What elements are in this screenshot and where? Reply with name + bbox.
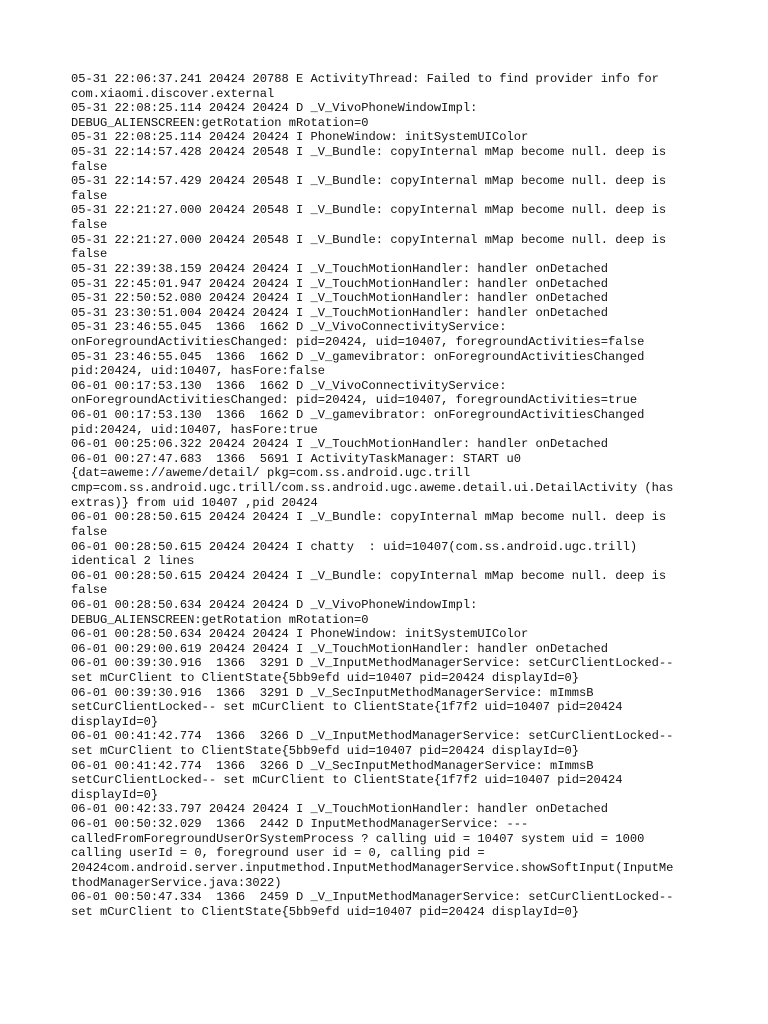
log-line: false: [71, 159, 108, 174]
log-line: com.xiaomi.discover.external: [71, 86, 275, 101]
log-line: extras)} from uid 10407 ,pid 20424: [71, 495, 318, 510]
log-line: 06-01 00:28:50.634 20424 20424 D _V_VivoPhoneWindowImpl:: [71, 597, 478, 612]
log-line: displayId=0}: [71, 787, 159, 802]
log-line: 05-31 22:08:25.114 20424 20424 D _V_VivoPhoneWindowImpl:: [71, 101, 478, 116]
log-line: cmp=com.ss.android.ugc.trill/com.ss.android.ugc.aweme.detail.ui.DetailActivity (has: [71, 481, 674, 496]
log-line: 05-31 23:46:55.045 1366 1662 D _V_VivoConnectivityService:: [71, 320, 507, 335]
log-line: set mCurClient to ClientState{5bb9efd uid=10407 pid=20424 displayId=0}: [71, 670, 580, 685]
log-line: 06-01 00:28:50.615 20424 20424 I _V_Bundle: copyInternal mMap become null. deep is: [71, 510, 667, 525]
log-line: 05-31 22:45:01.947 20424 20424 I _V_TouchMotionHandler: handler onDetached: [71, 276, 609, 291]
log-line: false: [71, 247, 108, 262]
log-line: 06-01 00:39:30.916 1366 3291 D _V_InputMethodManagerService: setCurClientLocked--: [71, 656, 674, 671]
log-line: calledFromForegroundUserOrSystemProcess ? calling uid = 10407 system uid = 1000: [71, 831, 645, 846]
log-line: 05-31 23:30:51.004 20424 20424 I _V_TouchMotionHandler: handler onDetached: [71, 305, 609, 320]
log-line: 06-01 00:28:50.634 20424 20424 I PhoneWindow: initSystemUIColor: [71, 627, 529, 642]
log-line: onForegroundActivitiesChanged: pid=20424, uid=10407, foregroundActivities=false: [71, 334, 645, 349]
log-line: 06-01 00:27:47.683 1366 5691 I ActivityTaskManager: START u0: [71, 451, 521, 466]
log-line: thodManagerService.java:3022): [71, 875, 282, 890]
log-text-block: [71, 72, 701, 919]
log-line: 06-01 00:42:33.797 20424 20424 I _V_TouchMotionHandler: handler onDetached: [71, 802, 609, 817]
log-line: set mCurClient to ClientState{5bb9efd uid=10407 pid=20424 displayId=0}: [71, 904, 580, 919]
log-line: 05-31 22:21:27.000 20424 20548 I _V_Bundle: copyInternal mMap become null. deep is: [71, 203, 667, 218]
log-line: 05-31 22:21:27.000 20424 20548 I _V_Bundle: copyInternal mMap become null. deep is: [71, 232, 667, 247]
log-line: 05-31 22:06:37.241 20424 20788 E ActivityThread: Failed to find provider info for: [71, 72, 659, 86]
log-line: 05-31 22:14:57.428 20424 20548 I _V_Bundle: copyInternal mMap become null. deep is: [71, 145, 667, 160]
log-line: 06-01 00:28:50.615 20424 20424 I chatty : uid=10407(com.ss.android.ugc.trill): [71, 539, 638, 554]
log-line: 06-01 00:39:30.916 1366 3291 D _V_SecInputMethodManagerService: mImmsB: [71, 685, 594, 700]
log-line: 05-31 22:50:52.080 20424 20424 I _V_TouchMotionHandler: handler onDetached: [71, 291, 609, 306]
log-line: 06-01 00:29:00.619 20424 20424 I _V_TouchMotionHandler: handler onDetached: [71, 641, 609, 656]
log-line: 05-31 23:46:55.045 1366 1662 D _V_gamevibrator: onForegroundActivitiesChanged: [71, 349, 645, 364]
log-line: setCurClientLocked-- set mCurClient to ClientState{1f7f2 uid=10407 pid=20424: [71, 700, 623, 715]
log-line: false: [71, 188, 108, 203]
log-line: 05-31 22:14:57.429 20424 20548 I _V_Bundle: copyInternal mMap become null. deep is: [71, 174, 667, 189]
log-line: 06-01 00:17:53.130 1366 1662 D _V_gamevibrator: onForegroundActivitiesChanged: [71, 408, 645, 423]
log-line: 20424com.android.server.inputmethod.InputMethodManagerService.showSoftInput(InputMe: [71, 860, 674, 875]
log-line: 05-31 22:39:38.159 20424 20424 I _V_TouchMotionHandler: handler onDetached: [71, 261, 609, 276]
log-line: setCurClientLocked-- set mCurClient to ClientState{1f7f2 uid=10407 pid=20424: [71, 773, 623, 788]
log-line: 06-01 00:50:47.334 1366 2459 D _V_InputMethodManagerService: setCurClientLocked--: [71, 890, 674, 905]
log-line: displayId=0}: [71, 714, 159, 729]
log-line: pid:20424, uid:10407, hasFore:false: [71, 364, 326, 379]
log-line: DEBUG_ALIENSCREEN:getRotation mRotation=0: [71, 612, 369, 627]
log-line: set mCurClient to ClientState{5bb9efd uid=10407 pid=20424 displayId=0}: [71, 744, 580, 759]
log-line: 06-01 00:28:50.615 20424 20424 I _V_Bundle: copyInternal mMap become null. deep is: [71, 568, 667, 583]
log-line: pid:20424, uid:10407, hasFore:true: [71, 422, 318, 437]
log-line: false: [71, 218, 108, 233]
log-line: DEBUG_ALIENSCREEN:getRotation mRotation=0: [71, 115, 369, 130]
log-line: 06-01 00:41:42.774 1366 3266 D _V_InputMethodManagerService: setCurClientLocked--: [71, 729, 674, 744]
log-line: 06-01 00:50:32.029 1366 2442 D InputMethodManagerService: ---: [71, 817, 529, 832]
log-line: 06-01 00:25:06.322 20424 20424 I _V_TouchMotionHandler: handler onDetached: [71, 437, 609, 452]
log-line: calling userId = 0, foreground user id = 0, calling pid =: [71, 846, 485, 861]
log-line: identical 2 lines: [71, 554, 195, 569]
log-line: false: [71, 524, 108, 539]
log-line: false: [71, 583, 108, 598]
log-line: onForegroundActivitiesChanged: pid=20424, uid=10407, foregroundActivities=true: [71, 393, 638, 408]
log-line: 06-01 00:41:42.774 1366 3266 D _V_SecInputMethodManagerService: mImmsB: [71, 758, 594, 773]
log-line: {dat=aweme://aweme/detail/ pkg=com.ss.android.ugc.trill: [71, 466, 471, 481]
log-line: 05-31 22:08:25.114 20424 20424 I PhoneWindow: initSystemUIColor: [71, 130, 529, 145]
log-line: 06-01 00:17:53.130 1366 1662 D _V_VivoConnectivityService:: [71, 378, 507, 393]
